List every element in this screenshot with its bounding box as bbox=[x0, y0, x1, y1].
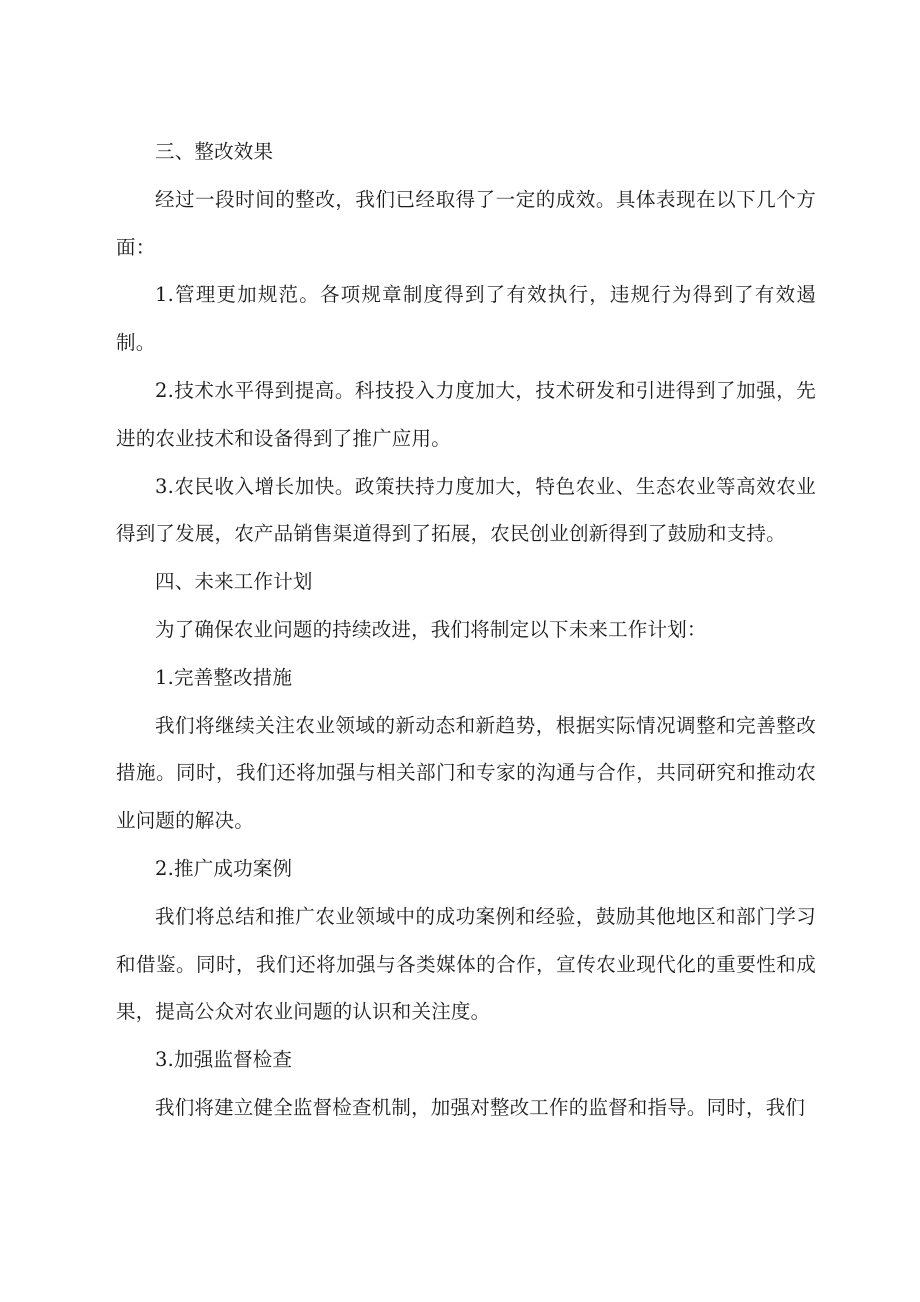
plan-item-2-body: 我们将总结和推广农业领域中的成功案例和经验，鼓励其他地区和部门学习和借鉴。同时，我们还将加强与各类媒体的合作，宣传农业现代化的重要性和成果，提高公众对农业问题的认识和关注度。 bbox=[116, 904, 816, 1024]
effect-item-1: 1.管理更加规范。各项规章制度得到了有效执行，违规行为得到了有效遏制。 bbox=[116, 283, 816, 355]
document-body bbox=[116, 128, 816, 1132]
section-intro-future-plan: 为了确保农业问题的持续改进，我们将制定以下未来工作计划： bbox=[155, 617, 707, 641]
plan-item-1-body: 我们将继续关注农业领域的新动态和新趋势，根据实际情况调整和完善整改措施。同时，我们还将加强与相关部门和专家的沟通与合作，共同研究和推动农业问题的解决。 bbox=[116, 713, 816, 833]
plan-item-2-title: 2.推广成功案例 bbox=[155, 856, 293, 880]
section-heading-future-plan: 四、未来工作计划 bbox=[155, 570, 313, 594]
plan-item-3-title: 3.加强监督检查 bbox=[155, 1048, 293, 1072]
section-heading-effects: 三、整改效果 bbox=[155, 140, 274, 163]
effect-item-2: 2.技术水平得到提高。科技投入力度加大，技术研发和引进得到了加强，先进的农业技术和设备得到了推广应用。 bbox=[116, 378, 816, 450]
effect-item-3: 3.农民收入增长加快。政策扶持力度加大，特色农业、生态农业等高效农业得到了发展，农产品销售渠道得到了拓展，农民创业创新得到了鼓励和支持。 bbox=[116, 474, 816, 546]
section-intro-effects: 经过一段时间的整改，我们已经取得了一定的成效。具体表现在以下几个方面： bbox=[116, 187, 816, 259]
plan-item-1-title: 1.完善整改措施 bbox=[155, 665, 293, 689]
plan-item-3-body: 我们将建立健全监督检查机制，加强对整改工作的监督和指导。同时，我们 bbox=[155, 1095, 806, 1119]
